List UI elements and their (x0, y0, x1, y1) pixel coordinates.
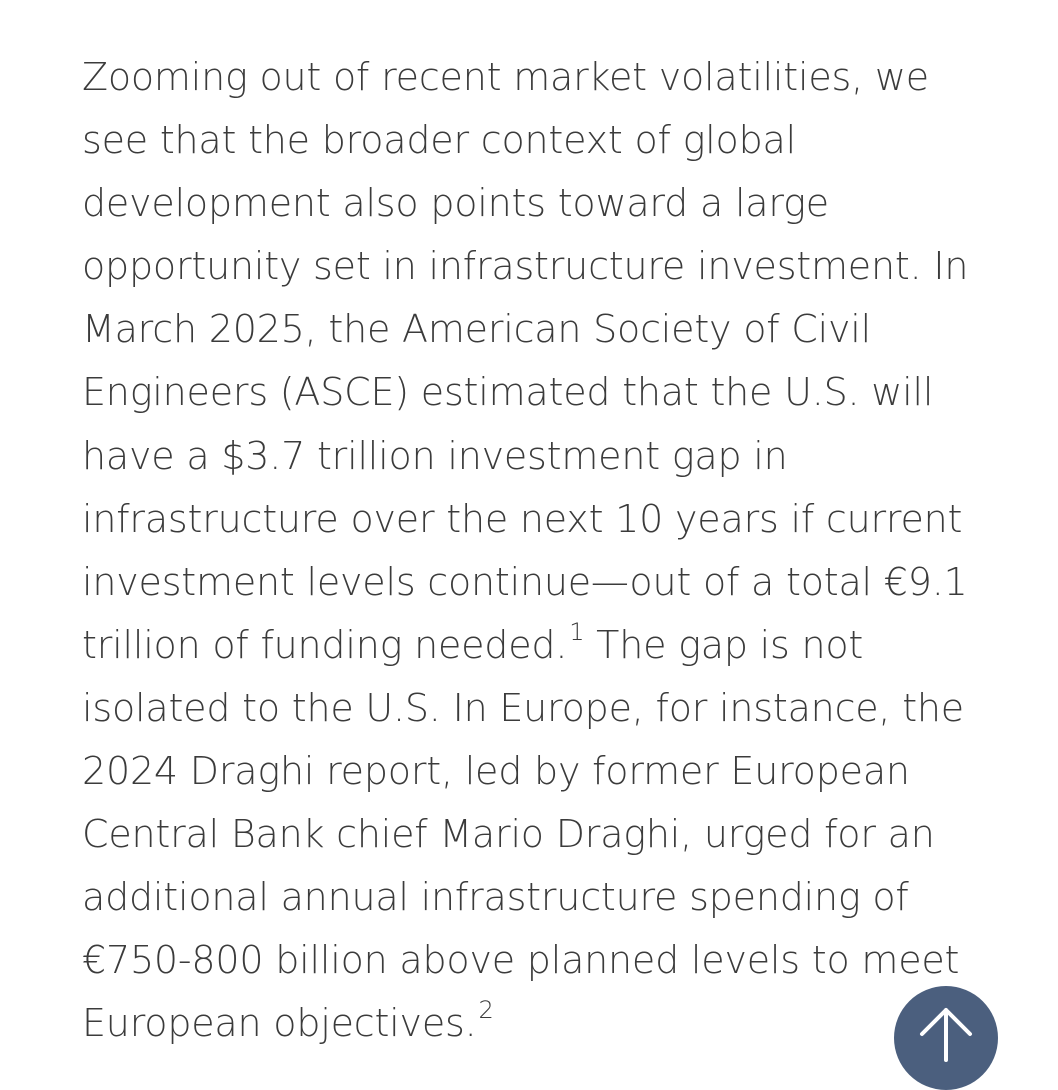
text-line: see that the broader context of global (82, 118, 796, 163)
text-line: investment levels continue—out of a total €9.1 (82, 559, 968, 604)
text-line (82, 614, 992, 677)
text-line: infrastructure over the next 10 years if current (82, 496, 963, 541)
text-line (82, 992, 992, 1055)
scroll-to-top-button[interactable] (894, 986, 998, 1090)
article-paragraph (82, 46, 992, 1056)
footnote-ref-2[interactable]: 2 (478, 996, 494, 1025)
text-line: Zooming out of recent market volatilities, we (82, 55, 929, 99)
text-line: development also points toward a large (82, 181, 829, 226)
text-line: Central Bank chief Mario Draghi, urged for an (82, 812, 935, 857)
text-line: Engineers (ASCE) estimated that the U.S. will (82, 370, 934, 415)
text-line: €750-800 billion above planned levels to meet (82, 938, 960, 983)
text-line: have a $3.7 trillion investment gap in (82, 433, 788, 478)
text-line: March 2025, the American Society of Civil (82, 307, 872, 352)
text-fragment: European objectives. (82, 1001, 477, 1046)
text-fragment: The gap is not (584, 622, 864, 667)
footnote-ref-1[interactable]: 1 (569, 617, 585, 646)
article-body (82, 46, 992, 1056)
text-fragment: trillion of funding needed. (82, 622, 568, 667)
text-line: opportunity set in infrastructure investment. In (82, 244, 969, 289)
arrow-up-icon (914, 1002, 978, 1066)
text-line: isolated to the U.S. In Europe, for instance, the (82, 685, 964, 730)
text-line: 2024 Draghi report, led by former European (82, 749, 910, 794)
text-line: additional annual infrastructure spending of (82, 875, 909, 920)
